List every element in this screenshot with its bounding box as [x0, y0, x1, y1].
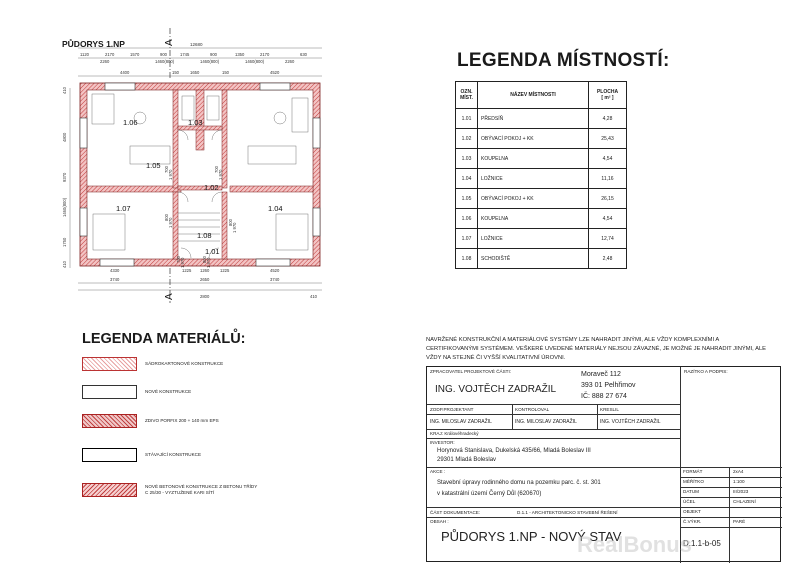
kontroloval-label: KONTROLOVAL — [515, 407, 550, 412]
room-name: PŘEDSÍŇ — [478, 109, 589, 129]
dimension: 150 — [222, 70, 229, 75]
swatch-drywall — [82, 357, 137, 371]
cvykr-label: Č.VÝKR. — [683, 519, 702, 524]
room-label: 1.08 — [197, 231, 212, 240]
obsah-value: PŮDORYS 1.NP - NOVÝ STAV — [441, 529, 622, 544]
floor-plan — [60, 28, 345, 303]
material-item-sdk — [82, 356, 265, 372]
room-row — [456, 229, 627, 249]
room-area: 4,28 — [589, 109, 627, 129]
door-dimension: 800 — [164, 214, 169, 221]
dimension-total: 12680 — [190, 42, 203, 47]
dimension: 630 — [300, 52, 307, 57]
dimension: 1460(800) — [245, 59, 265, 64]
zodp-label: ZODP.PROJEKTANT — [430, 407, 474, 412]
cast-value: D.1.1 - ARCHITEKTONICKO STAVEBNÍ ŘEŠENÍ — [517, 510, 618, 515]
dimension: 1750 — [62, 237, 67, 247]
ucel-label: ÚČEL — [683, 499, 696, 504]
dimension: 1460(800) — [62, 197, 67, 217]
room-row — [456, 189, 627, 209]
plan-title: PŮDORYS 1.NP — [62, 39, 125, 49]
room-legend-title: LEGENDA MÍSTNOSTÍ: — [457, 50, 670, 71]
akce-line-1: Stavební úpravy rodinného domu na pozemku parc. č. st. 301 — [437, 480, 601, 486]
door-dimension: 1 970 — [206, 257, 211, 268]
dimension: 1120 — [80, 52, 90, 57]
dimension: 1350 — [235, 52, 245, 57]
section-mark-bottom: A — [164, 293, 175, 300]
dimension: 1225 — [220, 268, 230, 273]
format-label: FORMÁT — [683, 469, 703, 474]
door-dimension: 700 — [164, 166, 169, 173]
dimension: 150 — [172, 70, 179, 75]
dimension: 1570 — [130, 52, 140, 57]
dimension: 900 — [210, 52, 217, 57]
room-label: 1.01 — [205, 247, 220, 256]
dimension: 2170 — [260, 52, 270, 57]
room-area: 12,74 — [589, 229, 627, 249]
room-label: 1.03 — [188, 118, 203, 127]
room-label: 1.04 — [268, 204, 283, 213]
kontroloval-value: ING. MILOSLAV ZADRAŽIL — [515, 419, 577, 425]
room-row — [456, 149, 627, 169]
dimension: 410 — [62, 87, 67, 94]
room-area: 11,16 — [589, 169, 627, 189]
watermark: RealBonus — [577, 532, 692, 557]
room-row — [456, 209, 627, 229]
header-room-area: PLOCHA [ m² ] — [589, 82, 627, 109]
construction-note: NAVRŽENÉ KONSTRUKČNÍ A MATERIÁLOVÉ SYSTÉMY LZE NAHRADIT JINÝMI, ALE VŽDY KOMPLEXNÍMI A CERTIFIKOVANÝMI SYSTÉMEM. VEŠKERÉ UVEDENÉ MATERIÁLY NEJSOU ZÁVAZNÉ, JE MOŽNÉ JE NAHRADIT JINÝMI, ALE VŽDY NA STEJNÉ ČI VYŠŠÍ KVALITATIVNÍ ÚROVNI. — [426, 337, 767, 361]
room-id: 1.07 — [456, 229, 478, 249]
swatch-existing — [82, 448, 137, 462]
kreslil-label: KRESLIL — [600, 407, 619, 412]
dimension: 410 — [62, 261, 67, 268]
room-name: LOŽNICE — [478, 169, 589, 189]
dimension: 1225 — [182, 268, 192, 273]
room-name: KOUPELNA — [478, 209, 589, 229]
room-name: LOŽNICE — [478, 229, 589, 249]
room-id: 1.08 — [456, 249, 478, 269]
room-id: 1.04 — [456, 169, 478, 189]
material-label: NOVÉ KONSTRUKCE — [145, 389, 192, 394]
ico: IČ: 888 27 674 — [581, 393, 627, 400]
room-area: 4,54 — [589, 149, 627, 169]
room-label: 1.02 — [204, 183, 219, 192]
room-id: 1.05 — [456, 189, 478, 209]
dimension: 4520 — [270, 70, 280, 75]
door-dimension: 1 970 — [232, 222, 237, 233]
door-dimension: 700 — [214, 166, 219, 173]
investor-line-1: Horynová Stanislava, Dukelská 435/66, Mladá Boleslav III — [437, 448, 591, 454]
stamp-label: RAZÍTKO A PODPIS: — [684, 369, 728, 374]
kreslil-value: ING. VOJTĚCH ZADRAŽIL — [600, 419, 661, 425]
dimension: 1650 — [190, 70, 200, 75]
material-legend-title: LEGENDA MATERIÁLŮ: — [82, 331, 246, 347]
dimension: 2170 — [105, 52, 115, 57]
door-dimension: 800 — [202, 256, 207, 263]
dimension: 3740 — [110, 277, 120, 282]
room-label: 1.05 — [146, 161, 161, 170]
material-label: ZDIVO PORFIX 200 + 140 mm EPS — [145, 418, 219, 423]
room-id: 1.03 — [456, 149, 478, 169]
title-block — [426, 366, 781, 562]
room-label: 1.07 — [116, 204, 131, 213]
material-item-porfix — [82, 413, 265, 429]
header-room-name: NÁZEV MÍSTNOSTI — [478, 82, 589, 109]
door-dimension: 1 970 — [180, 257, 185, 268]
pare-value: PARÉ — [733, 519, 746, 524]
dimension: 9370 — [62, 172, 67, 182]
door-dimension: 700 — [176, 256, 181, 263]
kraj: KRAJ: Královéhradecký — [430, 431, 479, 436]
swatch-concrete — [82, 483, 137, 497]
material-item-existing — [82, 447, 265, 463]
investor-label: INVESTOR: — [430, 440, 455, 445]
zpracovatel-label: ZPRACOVATEL PROJEKTOVÉ ČÁSTI: — [430, 369, 512, 374]
room-id: 1.06 — [456, 209, 478, 229]
zodp-value: ING. MILOSLAV ZADRAŽIL — [430, 419, 492, 425]
investor-line-2: 29301 Mladá Boleslav — [437, 457, 497, 463]
dimension: 3740 — [270, 277, 280, 282]
dimension: 4400 — [120, 70, 130, 75]
obsah-label: OBSAH : — [430, 519, 449, 524]
meritko-label: MĚŘÍTKO — [683, 479, 704, 484]
swatch-new-construction — [82, 385, 137, 399]
material-label: NOVÉ BETONOVÉ KONSTRUKCE Z BETONU TŘÍDY C 25/30 - VYZTUŽENÉ KARI SÍTÍ — [145, 484, 258, 495]
room-row — [456, 109, 627, 129]
akce-label: AKCE : — [430, 469, 446, 474]
zpracovatel-name: ING. VOJTĚCH ZADRAŽIL — [435, 384, 557, 395]
format-value: 2xA4 — [733, 469, 744, 474]
room-name: SCHODIŠTĚ — [478, 249, 589, 269]
room-legend-table — [455, 81, 627, 269]
dimension: 4520 — [270, 268, 280, 273]
room-id: 1.02 — [456, 129, 478, 149]
door-dimension: 1 970 — [218, 169, 223, 180]
dimension: 410 — [310, 294, 317, 299]
address-line-1: Moraveč 112 — [581, 371, 621, 378]
room-name: OBÝVACÍ POKOJ + KK — [478, 129, 589, 149]
room-id: 1.01 — [456, 109, 478, 129]
room-name: OBÝVACÍ POKOJ + KK — [478, 189, 589, 209]
dimension: 1745 — [180, 52, 190, 57]
door-dimension: 1 970 — [168, 169, 173, 180]
dimension: 900 — [160, 52, 167, 57]
dimension: 4330 — [110, 268, 120, 273]
room-row — [456, 169, 627, 189]
objekt-label: OBJEKT — [683, 509, 701, 514]
ucel-value: CHLAZENÍ — [733, 499, 756, 504]
dimension: 2260 — [100, 59, 110, 64]
material-item-concrete — [82, 479, 265, 501]
datum-label: DATUM — [683, 489, 699, 494]
dimension: 2650 — [200, 277, 210, 282]
material-label: SÁDROKARTONOVÉ KONSTRUKCE — [145, 361, 224, 366]
door-dimension: 800 — [228, 219, 233, 226]
door-dimension: 1 970 — [168, 217, 173, 228]
header-room-id: OZN. MÍST. — [456, 82, 478, 109]
dimension: 2260 — [285, 59, 295, 64]
dimension: 4800 — [62, 132, 67, 142]
material-label: STÁVAJÍCÍ KONSTRUKCE — [145, 452, 202, 457]
room-area: 4,54 — [589, 209, 627, 229]
room-area: 25,43 — [589, 129, 627, 149]
room-name: KOUPELNA — [478, 149, 589, 169]
datum-value: III/2023 — [733, 489, 749, 494]
sheet-number: D.1.1-b-05 — [683, 539, 721, 548]
room-area: 26,15 — [589, 189, 627, 209]
room-row — [456, 129, 627, 149]
dimension: 1460(800) — [155, 59, 175, 64]
dimension: 1460(800) — [200, 59, 220, 64]
section-mark-top: A — [164, 39, 175, 46]
room-label: 1.06 — [123, 118, 138, 127]
meritko-value: 1:100 — [733, 479, 745, 484]
dimension: 1260 — [200, 268, 210, 273]
room-area: 2,48 — [589, 249, 627, 269]
room-row — [456, 249, 627, 269]
address-line-2: 393 01 Pelhřimov — [581, 382, 636, 389]
swatch-porfix — [82, 414, 137, 428]
cast-label: ČÁST DOKUMENTACE: — [430, 510, 481, 515]
dimension: 2800 — [200, 294, 210, 299]
material-item-new — [82, 384, 265, 400]
akce-line-2: v katastrální území Černý Důl (620670) — [437, 491, 542, 497]
